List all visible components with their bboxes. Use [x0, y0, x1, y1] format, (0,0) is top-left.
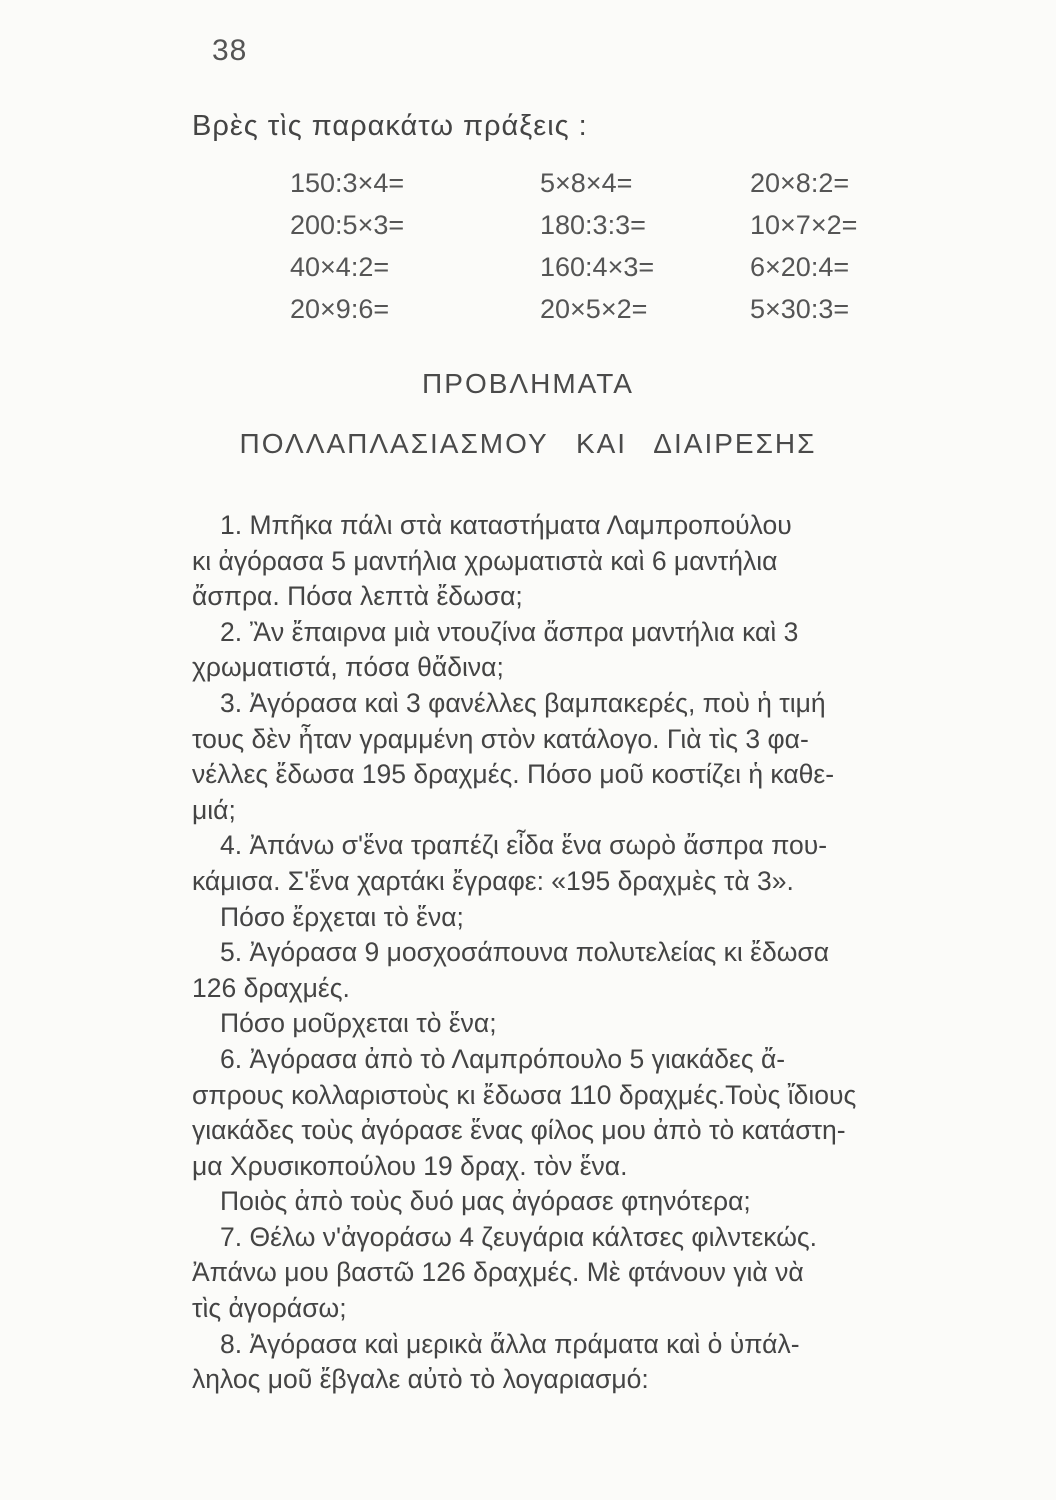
- text-line: 2. Ἂν ἔπαιρνα μιὰ ντουζίνα ἄσπρα μαντήλια καὶ 3: [220, 616, 799, 647]
- operation: 10×7×2=: [750, 210, 858, 240]
- section-subtitle: ΠΟΛΛΑΠΛΑΣΙΑΣΜΟΥ ΚΑΙ ΔΙΑΙΡΕΣΗΣ: [239, 428, 817, 459]
- operation: 5×30:3=: [750, 294, 850, 324]
- text-line: τὶς ἀγοράσω;: [192, 1293, 347, 1324]
- text-line: Πόσο μοῦρχεται τὸ ἕνα;: [220, 1008, 497, 1039]
- text-line: Ποιὸς ἀπὸ τοὺς δυό μας ἀγόρασε φτηνότερα;: [220, 1186, 751, 1217]
- text-line: ἄσπρα. Πόσα λεπτὰ ἔδωσα;: [192, 581, 523, 612]
- section-title: ΠΡΟΒΛΗΜΑΤΑ: [422, 368, 634, 399]
- text-line: μα Χρυσικοπούλου 19 δραχ. τὸν ἕνα.: [192, 1150, 628, 1181]
- operation: 160:4×3=: [540, 252, 655, 282]
- text-line: 7. Θέλω ν'ἀγοράσω 4 ζευγάρια κάλτσες φιλντεκώς.: [220, 1221, 818, 1252]
- text-line: μιά;: [192, 794, 236, 825]
- operation: 20×9:6=: [290, 294, 390, 324]
- text-line: κι ἀγόρασα 5 μαντήλια χρωματιστὰ καὶ 6 μαντήλια: [192, 545, 778, 576]
- operation: 20×8:2=: [750, 168, 850, 198]
- text-line: γιακάδες τοὺς ἀγόρασε ἕνας φίλος μου ἀπὸ τὸ κατάστη-: [192, 1115, 846, 1146]
- operation: 40×4:2=: [290, 252, 390, 282]
- operations-grid: [250, 162, 950, 330]
- text-line: 126 δραχμές.: [192, 972, 350, 1003]
- text-line: νέλλες ἔδωσα 195 δραχμές. Πόσο μοῦ κοστίζει ἡ καθε-: [192, 759, 835, 790]
- problems-list: [192, 508, 1022, 1398]
- text-line: σπρους κολλαριστοὺς κι ἔδωσα 110 δραχμές.Τοὺς ἴδιους: [192, 1079, 857, 1110]
- text-line: Πόσο ἔρχεται τὸ ἕνα;: [220, 901, 464, 932]
- text-line: κάμισα. Σ'ἕνα χαρτάκι ἔγραφε: «195 δραχμὲς τὰ 3».: [192, 865, 794, 896]
- text-line: 6. Ἀγόρασα ἀπὸ τὸ Λαμπρόπουλο 5 γιακάδες ἄ-: [220, 1043, 786, 1074]
- text-line: 3. Ἀγόρασα καὶ 3 φανέλλες βαμπακερές, ποὺ ἡ τιμή: [220, 687, 826, 718]
- operation: 6×20:4=: [750, 252, 850, 282]
- operation: 200:5×3=: [290, 210, 405, 240]
- operation: 150:3×4=: [290, 168, 405, 198]
- text-line: χρωματιστά, πόσα θἄδινα;: [192, 652, 504, 683]
- exercise-instruction: Βρὲς τὶς παρακάτω πράξεις :: [192, 110, 588, 142]
- operation: 20×5×2=: [540, 294, 648, 324]
- text-line: 5. Ἀγόρασα 9 μοσχοσάπουνα πολυτελείας κι ἔδωσα: [220, 937, 830, 968]
- text-line: 8. Ἀγόρασα καὶ μερικὰ ἄλλα πράματα καὶ ὁ ὑπάλ-: [220, 1328, 800, 1359]
- text-line: 1. Μπῆκα πάλι στὰ καταστήματα Λαμπροπούλου: [220, 510, 792, 540]
- text-line: ληλος μοῦ ἔβγαλε αὐτὸ τὸ λογαριασμό:: [192, 1364, 649, 1395]
- operation: 5×8×4=: [540, 168, 633, 198]
- operation: 180:3:3=: [540, 210, 646, 240]
- text-line: τους δὲν ἦταν γραμμένη στὸν κατάλογο. Γιὰ τὶς 3 φα-: [192, 723, 809, 754]
- page-number: 38: [212, 34, 248, 67]
- text-line: 4. Ἀπάνω σ'ἕνα τραπέζι εἶδα ἕνα σωρὸ ἄσπρα που-: [220, 830, 828, 861]
- text-line: Ἀπάνω μου βαστῶ 126 δραχμές. Μὲ φτάνουν γιὰ νὰ: [192, 1257, 804, 1288]
